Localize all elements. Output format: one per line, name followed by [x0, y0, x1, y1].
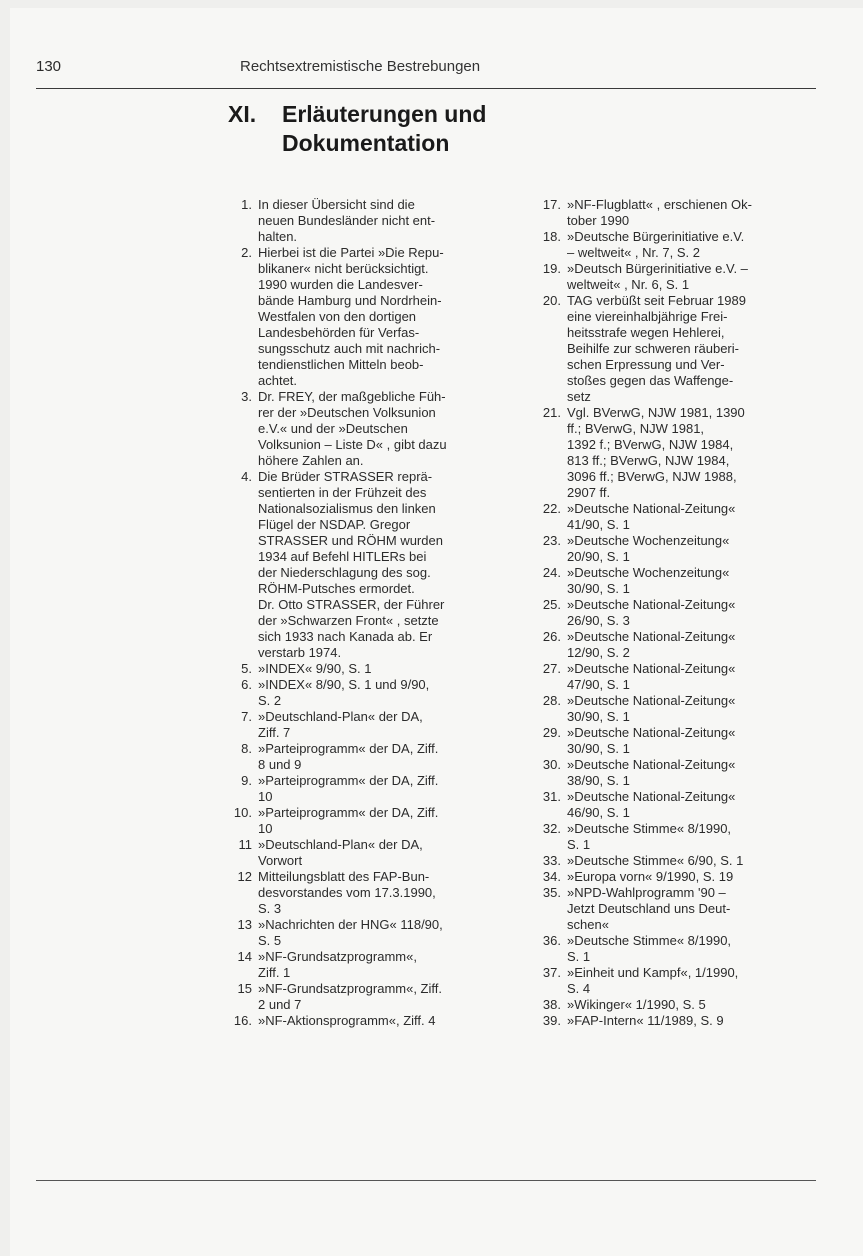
- endnote: [232, 741, 514, 773]
- endnote-line: S. 5: [258, 933, 282, 948]
- endnote: [532, 853, 812, 869]
- endnote-line: In dieser Übersicht sind die: [258, 197, 415, 212]
- endnote-text: [258, 869, 514, 917]
- endnote-text: [567, 853, 812, 869]
- endnote-number: 24.: [542, 565, 561, 580]
- endnote-line: TAG verbüßt seit Februar 1989: [567, 293, 746, 308]
- endnote-line: »Deutsche National-Zeitung«: [567, 757, 736, 772]
- endnote-text: [567, 869, 812, 885]
- endnote-text: [567, 565, 812, 597]
- endnote-number: 18.: [542, 229, 561, 244]
- endnote-line: »Parteiprogramm« der DA, Ziff.: [258, 773, 439, 788]
- endnote: [232, 197, 514, 245]
- endnote-number: 39.: [542, 1013, 561, 1028]
- endnote-text: [567, 757, 812, 789]
- endnote-line: Vorwort: [258, 853, 303, 868]
- endnote: [532, 757, 812, 789]
- endnote-line: »INDEX« 8/90, S. 1 und 9/90,: [258, 677, 430, 692]
- endnote: [532, 725, 812, 757]
- footer-rule: [36, 1180, 816, 1181]
- endnote-line: 3096 ff.; BVerwG, NJW 1988,: [567, 469, 737, 484]
- endnote-text: [258, 245, 514, 389]
- endnote-number: 33.: [542, 853, 561, 868]
- endnote-number: 34.: [542, 869, 561, 884]
- endnote-line: – weltweit« , Nr. 7, S. 2: [567, 245, 700, 260]
- endnote-number: 13: [237, 917, 252, 932]
- endnote: [532, 997, 812, 1013]
- endnote-line: S. 1: [567, 837, 591, 852]
- endnote-line: 30/90, S. 1: [567, 581, 630, 596]
- endnote: [232, 469, 514, 661]
- endnote-number: 19.: [542, 261, 561, 276]
- endnote-line: »NPD-Wahlprogramm '90 –: [567, 885, 726, 900]
- endnote: [232, 917, 514, 949]
- endnote-line: 26/90, S. 3: [567, 613, 630, 628]
- endnote-line: RÖHM-Putsches ermordet.: [258, 581, 415, 596]
- endnote-line: sich 1933 nach Kanada ab. Er: [258, 629, 433, 644]
- endnote-line: höhere Zahlen an.: [258, 453, 364, 468]
- endnote: [532, 933, 812, 965]
- endnote: [232, 389, 514, 469]
- endnote-line: Dr. Otto STRASSER, der Führer: [258, 597, 445, 612]
- endnote: [232, 869, 514, 917]
- endnote-line: »Nachrichten der HNG« 118/90,: [258, 917, 443, 932]
- endnote-line: »Deutsch Bürgerinitiative e.V. –: [567, 261, 748, 276]
- endnote-text: [258, 709, 514, 741]
- endnote-number: 32.: [542, 821, 561, 836]
- endnote-text: [258, 741, 514, 773]
- endnote-line: »NF-Grundsatzprogramm«, Ziff.: [258, 981, 442, 996]
- endnote-line: 47/90, S. 1: [567, 677, 630, 692]
- endnote-text: [567, 261, 812, 293]
- endnote-text: [567, 821, 812, 853]
- chapter-title-line-1: Erläuterungen und: [282, 101, 487, 127]
- endnote-line: »Deutsche Stimme« 8/1990,: [567, 933, 732, 948]
- endnote-line: »Deutschland-Plan« der DA,: [258, 709, 423, 724]
- endnote-number: 6.: [241, 677, 252, 692]
- endnote-line: S. 2: [258, 693, 282, 708]
- endnote-text: [258, 677, 514, 709]
- running-head: Rechtsextremistische Bestrebungen: [240, 58, 481, 75]
- endnote-number: 5.: [241, 661, 252, 676]
- endnote-line: bände Hamburg und Nordrhein-: [258, 293, 442, 308]
- endnote-number: 37.: [542, 965, 561, 980]
- endnote: [532, 261, 812, 293]
- endnote-line: 10: [258, 821, 273, 836]
- endnote-line: 1934 auf Befehl HITLERs bei: [258, 549, 427, 564]
- endnote-text: [258, 661, 514, 677]
- endnote-line: sentierten in der Frühzeit des: [258, 485, 427, 500]
- endnote-text: [567, 293, 812, 405]
- endnote-number: 10.: [233, 805, 252, 820]
- endnote-number: 31.: [542, 789, 561, 804]
- endnote-line: »NF-Flugblatt« , erschienen Ok-: [567, 197, 752, 212]
- endnote-line: »Deutsche National-Zeitung«: [567, 597, 736, 612]
- endnote: [232, 245, 514, 389]
- endnote-line: 46/90, S. 1: [567, 805, 630, 820]
- endnote-number: 36.: [542, 933, 561, 948]
- endnote-line: 30/90, S. 1: [567, 709, 630, 724]
- endnote-number: 30.: [542, 757, 561, 772]
- endnote-line: 41/90, S. 1: [567, 517, 630, 532]
- endnote-line: S. 4: [567, 981, 591, 996]
- endnote-text: [258, 773, 514, 805]
- endnote: [532, 197, 812, 229]
- endnote-line: S. 3: [258, 901, 282, 916]
- endnote-line: »Deutsche National-Zeitung«: [567, 789, 736, 804]
- page-header: [36, 54, 816, 89]
- endnote: [532, 629, 812, 661]
- endnote-number: 29.: [542, 725, 561, 740]
- endnote: [532, 293, 812, 405]
- endnote-line: 10: [258, 789, 273, 804]
- endnote-number: 14: [237, 949, 252, 964]
- endnote-line: stoßes gegen das Waffenge-: [567, 373, 734, 388]
- page-number: 130: [36, 58, 62, 75]
- endnote-line: verstarb 1974.: [258, 645, 342, 660]
- endnote-line: »Deutsche National-Zeitung«: [567, 501, 736, 516]
- endnote-line: 2907 ff.: [567, 485, 611, 500]
- endnote-line: neuen Bundesländer nicht ent-: [258, 213, 436, 228]
- endnote: [532, 821, 812, 853]
- endnote-line: 12/90, S. 2: [567, 645, 630, 660]
- endnote-line: Die Brüder STRASSER reprä-: [258, 469, 433, 484]
- endnote-line: tober 1990: [567, 213, 630, 228]
- endnote-number: 15: [237, 981, 252, 996]
- endnote-line: 813 ff.; BVerwG, NJW 1984,: [567, 453, 730, 468]
- document-page: [10, 8, 863, 1256]
- endnote-line: »Deutsche Bürgerinitiative e.V.: [567, 229, 745, 244]
- endnote: [232, 1013, 514, 1029]
- endnote-number: 20.: [542, 293, 561, 308]
- endnote-line: Landesbehörden für Verfas-: [258, 325, 420, 340]
- endnote-line: Volksunion – Liste D« , gibt dazu: [258, 437, 447, 452]
- endnote-line: achtet.: [258, 373, 298, 388]
- endnote-line: heitsstrafe wegen Hehlerei,: [567, 325, 725, 340]
- endnote-text: [567, 789, 812, 821]
- endnote-text: [567, 885, 812, 933]
- endnote-line: Dr. FREY, der maßgebliche Füh-: [258, 389, 446, 404]
- endnote: [532, 533, 812, 565]
- endnote-line: ff.; BVerwG, NJW 1981,: [567, 421, 705, 436]
- endnote: [232, 709, 514, 741]
- endnote-number: 17.: [542, 197, 561, 212]
- endnote-line: Flügel der NSDAP. Gregor: [258, 517, 411, 532]
- endnote-line: »Deutsche Wochenzeitung«: [567, 533, 730, 548]
- endnote-number: 1.: [241, 197, 252, 212]
- endnote-line: »NF-Aktionsprogramm«, Ziff. 4: [258, 1013, 436, 1028]
- endnote-text: [258, 389, 514, 469]
- endnote-text: [567, 501, 812, 533]
- endnote-number: 28.: [542, 693, 561, 708]
- endnote: [232, 677, 514, 709]
- endnote-text: [258, 917, 514, 949]
- endnote-text: [567, 725, 812, 757]
- endnote-number: 3.: [241, 389, 252, 404]
- endnote-line: tendienstlichen Mitteln beob-: [258, 357, 424, 372]
- notes-column-left: [232, 197, 514, 1029]
- endnote-line: Vgl. BVerwG, NJW 1981, 1390: [567, 405, 745, 420]
- endnote-text: [258, 805, 514, 837]
- endnote-text: [258, 837, 514, 869]
- endnote-line: Westfalen von den dortigen: [258, 309, 417, 324]
- endnote-number: 2.: [241, 245, 252, 260]
- endnote: [532, 693, 812, 725]
- endnote-line: 8 und 9: [258, 757, 302, 772]
- endnote-line: setz: [567, 389, 591, 404]
- endnote-line: Nationalsozialismus den linken: [258, 501, 436, 516]
- endnote-line: weltweit« , Nr. 6, S. 1: [567, 277, 690, 292]
- endnote-number: 26.: [542, 629, 561, 644]
- endnote-line: halten.: [258, 229, 298, 244]
- endnote: [532, 565, 812, 597]
- endnote-number: 12: [237, 869, 252, 884]
- endnote-text: [567, 629, 812, 661]
- endnote-line: der »Schwarzen Front« , setzte: [258, 613, 439, 628]
- notes-column-right: [532, 197, 812, 1029]
- endnote: [232, 949, 514, 981]
- endnote-line: der Niederschlagung des sog.: [258, 565, 431, 580]
- endnote-text: [258, 949, 514, 981]
- endnote-number: 4.: [241, 469, 252, 484]
- endnote-line: S. 1: [567, 949, 591, 964]
- endnote-line: Jetzt Deutschland uns Deut-: [567, 901, 731, 916]
- endnote: [532, 869, 812, 885]
- endnote-line: e.V.« und der »Deutschen: [258, 421, 408, 436]
- endnote: [532, 885, 812, 933]
- endnote: [532, 789, 812, 821]
- endnote-number: 16.: [233, 1013, 252, 1028]
- endnote-line: »NF-Grundsatzprogramm«,: [258, 949, 417, 964]
- endnote-text: [567, 597, 812, 629]
- endnote-line: »Deutsche National-Zeitung«: [567, 693, 736, 708]
- chapter-title: [228, 100, 648, 158]
- endnote: [532, 965, 812, 997]
- endnote: [532, 1013, 812, 1029]
- endnote-line: »Europa vorn« 9/1990, S. 19: [567, 869, 734, 884]
- endnote: [232, 661, 514, 677]
- endnote-line: desvorstandes vom 17.3.1990,: [258, 885, 436, 900]
- endnote-line: 1990 wurden die Landesver-: [258, 277, 423, 292]
- endnote: [232, 773, 514, 805]
- endnote: [532, 229, 812, 261]
- endnote-number: 8.: [241, 741, 252, 756]
- endnote-line: »Deutsche Stimme« 8/1990,: [567, 821, 732, 836]
- endnote-text: [258, 981, 514, 1013]
- endnote-number: 22.: [542, 501, 561, 516]
- endnote-text: [258, 469, 514, 661]
- endnote-line: blikaner« nicht berücksichtigt.: [258, 261, 429, 276]
- endnote-line: eine viereinhalbjährige Frei-: [567, 309, 728, 324]
- endnote-line: 38/90, S. 1: [567, 773, 630, 788]
- endnote: [532, 661, 812, 693]
- endnote: [232, 837, 514, 869]
- endnote-line: »Deutsche National-Zeitung«: [567, 725, 736, 740]
- endnote-number: 9.: [241, 773, 252, 788]
- endnote-number: 35.: [542, 885, 561, 900]
- endnote-text: [567, 1013, 812, 1029]
- endnote-text: [567, 533, 812, 565]
- endnote-line: 2 und 7: [258, 997, 302, 1012]
- endnote-line: »Einheit und Kampf«, 1/1990,: [567, 965, 739, 980]
- endnote-number: 11: [238, 837, 252, 852]
- endnote-line: 1392 f.; BVerwG, NJW 1984,: [567, 437, 734, 452]
- endnote: [532, 405, 812, 501]
- endnote-line: »Parteiprogramm« der DA, Ziff.: [258, 741, 439, 756]
- endnote-text: [567, 661, 812, 693]
- endnote-line: »Wikinger« 1/1990, S. 5: [567, 997, 706, 1012]
- endnote-line: Mitteilungsblatt des FAP-Bun-: [258, 869, 430, 884]
- endnote-number: 27.: [542, 661, 561, 676]
- endnote-line: »FAP-Intern« 11/1989, S. 9: [567, 1013, 724, 1028]
- endnote: [232, 805, 514, 837]
- endnote-text: [567, 965, 812, 997]
- endnote-line: STRASSER und RÖHM wurden: [258, 533, 443, 548]
- endnote-text: [258, 1013, 514, 1029]
- endnote-line: Beihilfe zur schweren räuberi-: [567, 341, 739, 356]
- endnote-line: schen«: [567, 917, 609, 932]
- endnote-text: [567, 405, 812, 501]
- endnote-line: »INDEX« 9/90, S. 1: [258, 661, 372, 676]
- endnote-text: [567, 933, 812, 965]
- endnote-line: Ziff. 1: [258, 965, 291, 980]
- endnote-text: [567, 693, 812, 725]
- endnote-number: 25.: [542, 597, 561, 612]
- endnote-line: »Parteiprogramm« der DA, Ziff.: [258, 805, 439, 820]
- endnote-number: 7.: [241, 709, 252, 724]
- endnote: [232, 981, 514, 1013]
- endnote-number: 23.: [542, 533, 561, 548]
- endnote-line: »Deutsche Wochenzeitung«: [567, 565, 730, 580]
- chapter-title-line-2: Dokumentation: [282, 130, 450, 156]
- endnote-line: »Deutschland-Plan« der DA,: [258, 837, 423, 852]
- endnote-line: Hierbei ist die Partei »Die Repu-: [258, 245, 444, 260]
- endnote-number: 21.: [542, 405, 561, 420]
- endnote: [532, 597, 812, 629]
- endnote-line: rer der »Deutschen Volksunion: [258, 405, 436, 420]
- endnote-line: »Deutsche Stimme« 6/90, S. 1: [567, 853, 744, 868]
- chapter-number: XI.: [228, 101, 257, 127]
- endnote-number: 38.: [542, 997, 561, 1012]
- endnote-text: [567, 229, 812, 261]
- endnote: [532, 501, 812, 533]
- endnote-line: sungsschutz auch mit nachrich-: [258, 341, 441, 356]
- endnote-line: »Deutsche National-Zeitung«: [567, 629, 736, 644]
- endnote-line: schen Erpressung und Ver-: [567, 357, 725, 372]
- endnote-line: 30/90, S. 1: [567, 741, 630, 756]
- endnote-text: [567, 197, 812, 229]
- endnote-text: [567, 997, 812, 1013]
- endnote-line: Ziff. 7: [258, 725, 291, 740]
- endnote-line: 20/90, S. 1: [567, 549, 630, 564]
- endnote-text: [258, 197, 514, 245]
- endnote-line: »Deutsche National-Zeitung«: [567, 661, 736, 676]
